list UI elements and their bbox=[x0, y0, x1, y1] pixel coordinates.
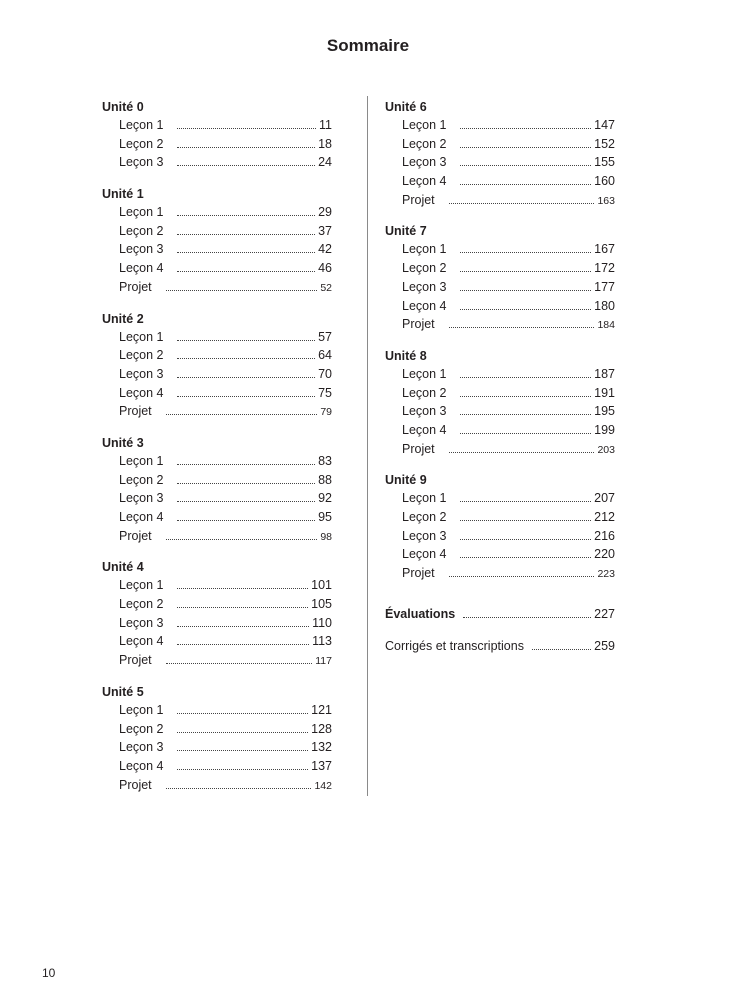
dot-leader bbox=[460, 547, 591, 558]
dot-leader bbox=[177, 118, 316, 129]
toc-entry-page: 113 bbox=[312, 634, 332, 649]
toc-entry[interactable] bbox=[385, 135, 615, 154]
toc-entry-page: 163 bbox=[597, 194, 615, 207]
dot-leader bbox=[166, 404, 318, 415]
toc-entry-page: 121 bbox=[311, 702, 332, 717]
toc-entry[interactable] bbox=[385, 259, 615, 278]
toc-entry-page: 212 bbox=[594, 510, 615, 524]
toc-entry-page: 177 bbox=[594, 279, 615, 294]
toc-entry-label: Leçon 1 bbox=[119, 118, 164, 132]
toc-unit-title[interactable]: Unité 4 bbox=[102, 560, 144, 575]
dot-leader bbox=[460, 174, 591, 185]
toc-entry-label: Leçon 1 bbox=[119, 453, 164, 468]
dot-leader bbox=[166, 280, 318, 291]
toc-entry[interactable] bbox=[385, 278, 615, 297]
toc-entry-label: Leçon 4 bbox=[402, 298, 447, 313]
toc-entry-page: 147 bbox=[594, 118, 615, 132]
toc-entry-label: Leçon 4 bbox=[402, 174, 447, 189]
dot-leader bbox=[460, 367, 591, 378]
toc-entry[interactable] bbox=[102, 508, 332, 527]
column-divider bbox=[367, 96, 368, 796]
toc-entry-page: 64 bbox=[318, 348, 332, 363]
dot-leader bbox=[177, 722, 308, 733]
dot-leader bbox=[460, 299, 591, 310]
dot-leader bbox=[460, 529, 591, 540]
footer-page-number: 10 bbox=[42, 966, 56, 980]
toc-entry-label: Projet bbox=[402, 566, 435, 581]
toc-entry[interactable] bbox=[385, 116, 615, 135]
toc-entry-label: Projet bbox=[402, 192, 435, 207]
toc-entry-page: 220 bbox=[594, 547, 615, 562]
toc-entry-page: 195 bbox=[594, 404, 615, 419]
toc-entry-label: Leçon 4 bbox=[119, 634, 164, 649]
dot-leader bbox=[460, 261, 591, 272]
toc-unit-title[interactable]: Unité 3 bbox=[102, 435, 144, 450]
toc-entry-label: Leçon 2 bbox=[119, 597, 164, 612]
toc-entry-label: Leçon 3 bbox=[402, 279, 447, 294]
toc-entry-label: Leçon 2 bbox=[119, 223, 164, 238]
toc-entry[interactable] bbox=[102, 701, 332, 720]
dot-leader bbox=[460, 280, 591, 291]
dot-leader bbox=[177, 703, 308, 714]
toc-entry-page: 101 bbox=[311, 578, 332, 593]
toc-entry-page: 128 bbox=[311, 721, 332, 736]
toc-entry-page: 203 bbox=[597, 443, 615, 456]
dot-leader bbox=[177, 510, 315, 521]
toc-entry[interactable] bbox=[102, 346, 332, 365]
toc-entry-page: 216 bbox=[594, 528, 615, 543]
toc-entry-label: Projet bbox=[402, 317, 435, 332]
toc-entry[interactable] bbox=[385, 315, 615, 334]
toc-entry[interactable] bbox=[102, 259, 332, 278]
toc-entry-page: 83 bbox=[318, 453, 332, 468]
toc-entry-label: Leçon 1 bbox=[402, 491, 447, 506]
dot-leader bbox=[177, 261, 315, 272]
dot-leader bbox=[177, 205, 315, 216]
toc-entry-page: 95 bbox=[318, 510, 332, 524]
toc-entry-label: Projet bbox=[402, 441, 435, 456]
toc-entry[interactable] bbox=[385, 545, 615, 564]
dot-leader bbox=[460, 510, 591, 521]
toc-entry-label: Projet bbox=[119, 528, 152, 543]
toc-unit bbox=[102, 310, 332, 421]
toc-entry[interactable] bbox=[102, 328, 332, 347]
dot-leader bbox=[177, 137, 315, 148]
toc-entry-label: Leçon 3 bbox=[119, 366, 164, 381]
toc-entry[interactable] bbox=[385, 605, 615, 624]
toc-unit-title[interactable]: Unité 7 bbox=[385, 224, 427, 239]
toc-entry[interactable] bbox=[102, 776, 332, 795]
toc-entry-page: 88 bbox=[318, 472, 332, 487]
toc-entry-page: 199 bbox=[594, 422, 615, 437]
toc-entry[interactable] bbox=[385, 489, 615, 508]
toc-entry[interactable] bbox=[102, 489, 332, 508]
toc-unit bbox=[385, 471, 615, 582]
toc-entry-label: Leçon 1 bbox=[402, 366, 447, 381]
toc-entry[interactable] bbox=[102, 452, 332, 471]
toc-entry-label: Leçon 1 bbox=[402, 118, 447, 132]
toc-entry[interactable] bbox=[385, 402, 615, 421]
toc-entry-page: 46 bbox=[318, 261, 332, 276]
toc-entry-page: 29 bbox=[318, 205, 332, 220]
toc-entry-label: Leçon 3 bbox=[119, 491, 164, 506]
toc-entry[interactable] bbox=[385, 153, 615, 172]
toc-entry-page: 42 bbox=[318, 242, 332, 257]
dot-leader bbox=[460, 404, 591, 415]
toc-entry-label: Leçon 4 bbox=[119, 261, 164, 276]
toc-entry-page: 98 bbox=[320, 530, 332, 543]
dot-leader bbox=[177, 330, 315, 341]
toc-entry-page: 132 bbox=[311, 740, 332, 755]
toc-entry[interactable] bbox=[102, 757, 332, 776]
toc-entry-page: 137 bbox=[311, 758, 332, 773]
toc-entry[interactable] bbox=[102, 365, 332, 384]
toc-unit-title[interactable]: Unité 2 bbox=[102, 311, 144, 326]
toc-entry-page: 142 bbox=[314, 779, 332, 792]
toc-unit bbox=[385, 222, 615, 333]
dot-leader bbox=[463, 607, 591, 618]
toc-entry-label: Leçon 3 bbox=[119, 615, 164, 630]
toc-entry[interactable] bbox=[385, 240, 615, 259]
toc-entry-label: Leçon 1 bbox=[119, 205, 164, 220]
toc-entry-label: Évaluations bbox=[385, 606, 456, 621]
toc-entry[interactable] bbox=[102, 595, 332, 614]
toc-entry[interactable] bbox=[102, 222, 332, 241]
dot-leader bbox=[460, 137, 591, 148]
toc-unit bbox=[102, 185, 332, 296]
toc-entry[interactable] bbox=[102, 116, 332, 135]
toc-entry-label: Leçon 3 bbox=[119, 740, 164, 755]
toc-entry-page: 207 bbox=[594, 491, 615, 506]
toc-entry-page: 79 bbox=[320, 406, 332, 419]
toc-entry[interactable] bbox=[102, 402, 332, 421]
toc-entry-page: 167 bbox=[594, 242, 615, 257]
dot-leader bbox=[177, 634, 309, 645]
toc-entry-label: Leçon 3 bbox=[119, 155, 164, 170]
toc-entry-page: 105 bbox=[311, 597, 332, 612]
toc-entry-label: Leçon 1 bbox=[119, 702, 164, 717]
toc-entry[interactable] bbox=[102, 632, 332, 651]
toc-entry[interactable] bbox=[102, 614, 332, 633]
toc-entry[interactable] bbox=[385, 365, 615, 384]
toc-entry[interactable] bbox=[385, 564, 615, 583]
toc-entry-label: Projet bbox=[119, 404, 152, 419]
toc-entry-page: 57 bbox=[318, 329, 332, 344]
toc-unit bbox=[385, 98, 615, 209]
toc-entry-label: Leçon 3 bbox=[402, 528, 447, 543]
toc-entry-label: Leçon 4 bbox=[402, 547, 447, 562]
dot-leader bbox=[177, 242, 315, 253]
toc-entry[interactable] bbox=[102, 471, 332, 490]
toc-entry[interactable] bbox=[102, 384, 332, 403]
toc-entry-label: Projet bbox=[119, 279, 152, 294]
toc-entry-label: Leçon 4 bbox=[402, 422, 447, 437]
toc-entry-page: 110 bbox=[312, 615, 332, 630]
toc-entry[interactable] bbox=[385, 191, 615, 210]
dot-leader bbox=[460, 242, 591, 253]
toc-entry[interactable] bbox=[102, 651, 332, 670]
toc-entry-label: Leçon 1 bbox=[402, 242, 447, 257]
toc-left-column bbox=[102, 98, 332, 807]
dot-leader bbox=[449, 193, 595, 204]
page-title: Sommaire bbox=[326, 36, 410, 55]
toc-unit bbox=[102, 434, 332, 545]
dot-leader bbox=[177, 454, 315, 465]
toc-entry[interactable] bbox=[385, 440, 615, 459]
dot-leader bbox=[177, 473, 315, 484]
toc-entry-label: Leçon 1 bbox=[119, 329, 164, 344]
toc-unit-title[interactable]: Unité 9 bbox=[385, 473, 427, 488]
toc-extra-section bbox=[385, 605, 615, 656]
toc-entry-label: Leçon 2 bbox=[119, 721, 164, 736]
toc-entry-label: Leçon 4 bbox=[119, 510, 164, 524]
toc-entry-label: Projet bbox=[119, 777, 152, 792]
dot-leader bbox=[166, 778, 312, 789]
dot-leader bbox=[177, 386, 315, 397]
toc-unit-title[interactable]: Unité 1 bbox=[102, 187, 144, 202]
toc-unit-title[interactable]: Unité 5 bbox=[102, 684, 144, 699]
toc-entry-page: 117 bbox=[315, 655, 332, 668]
toc-entry[interactable] bbox=[385, 297, 615, 316]
toc-unit bbox=[102, 683, 332, 794]
toc-entry-page: 191 bbox=[594, 385, 615, 400]
toc-entry[interactable] bbox=[385, 421, 615, 440]
toc-entry-label: Leçon 2 bbox=[119, 472, 164, 487]
dot-leader bbox=[166, 529, 318, 540]
toc-entry-page: 37 bbox=[318, 223, 332, 238]
toc-entry-page: 70 bbox=[318, 366, 332, 381]
toc-entry-label: Leçon 2 bbox=[119, 136, 164, 151]
toc-entry[interactable] bbox=[102, 203, 332, 222]
toc-entry-page: 227 bbox=[594, 606, 615, 621]
toc-entry-page: 259 bbox=[594, 639, 615, 654]
toc-unit bbox=[102, 98, 332, 172]
toc-entry-label: Leçon 3 bbox=[119, 242, 164, 257]
dot-leader bbox=[177, 578, 308, 589]
toc-unit bbox=[102, 558, 332, 669]
dot-leader bbox=[460, 423, 591, 434]
dot-leader bbox=[177, 348, 315, 359]
toc-entry-label: Corrigés et transcriptions bbox=[385, 639, 524, 654]
toc-entry[interactable] bbox=[102, 135, 332, 154]
dot-leader bbox=[460, 118, 591, 129]
toc-entry[interactable] bbox=[385, 637, 615, 656]
toc-unit bbox=[385, 347, 615, 458]
toc-entry-label: Leçon 2 bbox=[119, 348, 164, 363]
toc-entry-label: Leçon 2 bbox=[402, 385, 447, 400]
toc-entry[interactable] bbox=[385, 172, 615, 191]
dot-leader bbox=[449, 442, 595, 453]
dot-leader bbox=[177, 597, 308, 608]
dot-leader bbox=[177, 224, 315, 235]
dot-leader bbox=[177, 367, 315, 378]
toc-entry[interactable] bbox=[102, 278, 332, 297]
dot-leader bbox=[177, 155, 315, 166]
toc-entry-page: 172 bbox=[594, 261, 615, 276]
dot-leader bbox=[532, 639, 591, 650]
toc-entry-label: Leçon 1 bbox=[119, 578, 164, 593]
toc-entry-label: Projet bbox=[119, 653, 152, 668]
toc-right-column bbox=[385, 98, 615, 670]
toc-entry-page: 180 bbox=[594, 298, 615, 313]
toc-entry-page: 75 bbox=[318, 385, 332, 400]
dot-leader bbox=[177, 740, 308, 751]
toc-entry-page: 187 bbox=[594, 366, 615, 381]
dot-leader bbox=[177, 616, 309, 627]
toc-entry-page: 11 bbox=[319, 118, 332, 132]
toc-entry-label: Leçon 2 bbox=[402, 510, 447, 524]
toc-entry-label: Leçon 4 bbox=[119, 758, 164, 773]
toc-entry-label: Leçon 4 bbox=[119, 385, 164, 400]
toc-entry-page: 184 bbox=[597, 319, 615, 332]
toc-entry[interactable] bbox=[102, 240, 332, 259]
dot-leader bbox=[460, 155, 591, 166]
toc-entry-page: 223 bbox=[597, 568, 615, 581]
dot-leader bbox=[460, 491, 591, 502]
toc-entry-page: 24 bbox=[318, 155, 332, 170]
dot-leader bbox=[177, 759, 308, 770]
toc-unit-title[interactable]: Unité 6 bbox=[385, 100, 427, 114]
toc-entry-label: Leçon 3 bbox=[402, 404, 447, 419]
toc-entry[interactable] bbox=[385, 508, 615, 527]
toc-entry[interactable] bbox=[102, 576, 332, 595]
toc-entry[interactable] bbox=[385, 527, 615, 546]
dot-leader bbox=[449, 317, 595, 328]
toc-entry[interactable] bbox=[385, 384, 615, 403]
toc-entry-page: 160 bbox=[594, 174, 615, 189]
toc-entry-page: 152 bbox=[594, 136, 615, 151]
toc-unit-title[interactable]: Unité 0 bbox=[102, 100, 144, 114]
dot-leader bbox=[449, 566, 595, 577]
toc-entry-label: Leçon 3 bbox=[402, 155, 447, 170]
toc-unit-title[interactable]: Unité 8 bbox=[385, 348, 427, 363]
dot-leader bbox=[460, 386, 591, 397]
toc-entry[interactable] bbox=[102, 738, 332, 757]
dot-leader bbox=[177, 491, 315, 502]
toc-entry-page: 52 bbox=[320, 281, 332, 294]
toc-entry[interactable] bbox=[102, 527, 332, 546]
toc-entry-label: Leçon 2 bbox=[402, 136, 447, 151]
toc-entry[interactable] bbox=[102, 720, 332, 739]
toc-entry-page: 155 bbox=[594, 155, 615, 170]
dot-leader bbox=[166, 653, 313, 664]
toc-entry-label: Leçon 2 bbox=[402, 261, 447, 276]
toc-entry-page: 18 bbox=[318, 136, 332, 151]
toc-entry[interactable] bbox=[102, 153, 332, 172]
toc-entry-page: 92 bbox=[318, 491, 332, 506]
